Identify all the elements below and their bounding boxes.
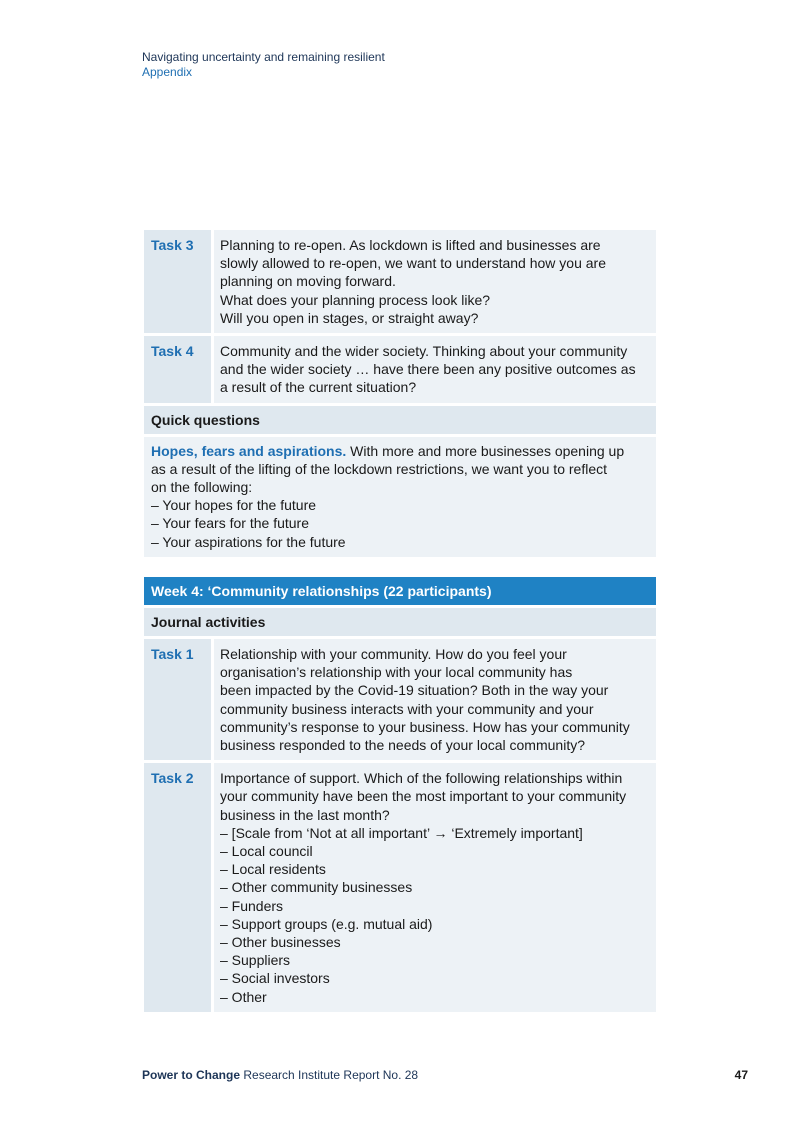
week4-header: Week 4: ‘Community relationships (22 participants) xyxy=(144,577,656,608)
task4-row xyxy=(144,336,656,406)
text-line: – Suppliers xyxy=(220,952,291,969)
quick-questions-heading: Quick questions xyxy=(144,406,656,437)
task4-text xyxy=(214,336,656,403)
task1-label: Task 1 xyxy=(144,639,214,760)
text-line: business in the last month? xyxy=(220,806,390,823)
text-line: – [Scale from ‘Not at all important’ → ‘Extremely important] xyxy=(220,824,583,841)
text-line: and the wider society … have there been any positive outcomes as xyxy=(220,361,636,378)
text-line: – Your fears for the future xyxy=(151,515,309,532)
text-line: Will you open in stages, or straight away? xyxy=(220,309,479,326)
hopes-highlight: Hopes, fears and aspirations. xyxy=(151,442,347,459)
footer-report: Research Institute Report No. 28 xyxy=(240,1068,419,1082)
hopes-fears-text xyxy=(144,437,656,557)
text-line: your community have been the most important to your community xyxy=(220,788,627,805)
task1-row xyxy=(144,639,656,763)
text-line: – Other community businesses xyxy=(220,879,413,896)
task2-label: Task 2 xyxy=(144,763,214,1012)
page-number: 47 xyxy=(734,1068,748,1082)
text-line: What does your planning process look like? xyxy=(220,291,491,308)
task3-label: Task 3 xyxy=(144,230,214,333)
task2-text xyxy=(214,763,656,1012)
hopes-first-rest: With more and more businesses opening up xyxy=(346,442,625,459)
text-line xyxy=(151,442,649,460)
text-line: – Support groups (e.g. mutual aid) xyxy=(220,915,433,932)
report-title: Navigating uncertainty and remaining resilient xyxy=(142,50,385,64)
task4-label: Task 4 xyxy=(144,336,214,403)
text-line: community business interacts with your community and your xyxy=(220,700,594,717)
text-line: a result of the current situation? xyxy=(220,379,417,396)
text-line: – Other businesses xyxy=(220,934,341,951)
task2-row xyxy=(144,763,656,1012)
journal-activities-heading: Journal activities xyxy=(144,608,656,639)
section-name: Appendix xyxy=(142,65,193,79)
text-line: Community and the wider society. Thinking about your community xyxy=(220,343,628,360)
text-line: Importance of support. Which of the following relationships within xyxy=(220,770,623,787)
week4-table xyxy=(144,577,656,1012)
text-line: as a result of the lifting of the lockdown restrictions, we want you to reflect xyxy=(151,460,607,477)
text-line: – Your aspirations for the future xyxy=(151,533,346,550)
text-line: – Local residents xyxy=(220,861,326,878)
task1-text xyxy=(214,639,656,760)
text-line: been impacted by the Covid-19 situation? Both in the way your xyxy=(220,682,609,699)
text-line: – Other xyxy=(220,988,267,1005)
text-line: Relationship with your community. How do you feel your xyxy=(220,646,567,662)
footer-brand: Power to Change xyxy=(142,1068,241,1082)
page-footer xyxy=(142,1068,748,1083)
text-line: Planning to re-open. As lockdown is lifted and businesses are xyxy=(220,237,601,253)
text-line: – Funders xyxy=(220,897,284,914)
text-line: organisation’s relationship with your local community has xyxy=(220,664,573,681)
text-line: – Social investors xyxy=(220,970,330,987)
running-header xyxy=(142,50,385,80)
text-line: community’s response to your business. How has your community xyxy=(220,718,630,735)
text-line: slowly allowed to re-open, we want to understand how you are xyxy=(220,255,606,272)
task3-row xyxy=(144,230,656,336)
week3-table xyxy=(144,230,656,557)
text-line: – Your hopes for the future xyxy=(151,497,317,514)
text-line: business responded to the needs of your local community? xyxy=(220,737,585,754)
text-line: on the following: xyxy=(151,479,253,496)
text-line: – Local council xyxy=(220,843,313,860)
task3-text xyxy=(214,230,656,333)
text-line: planning on moving forward. xyxy=(220,273,396,290)
